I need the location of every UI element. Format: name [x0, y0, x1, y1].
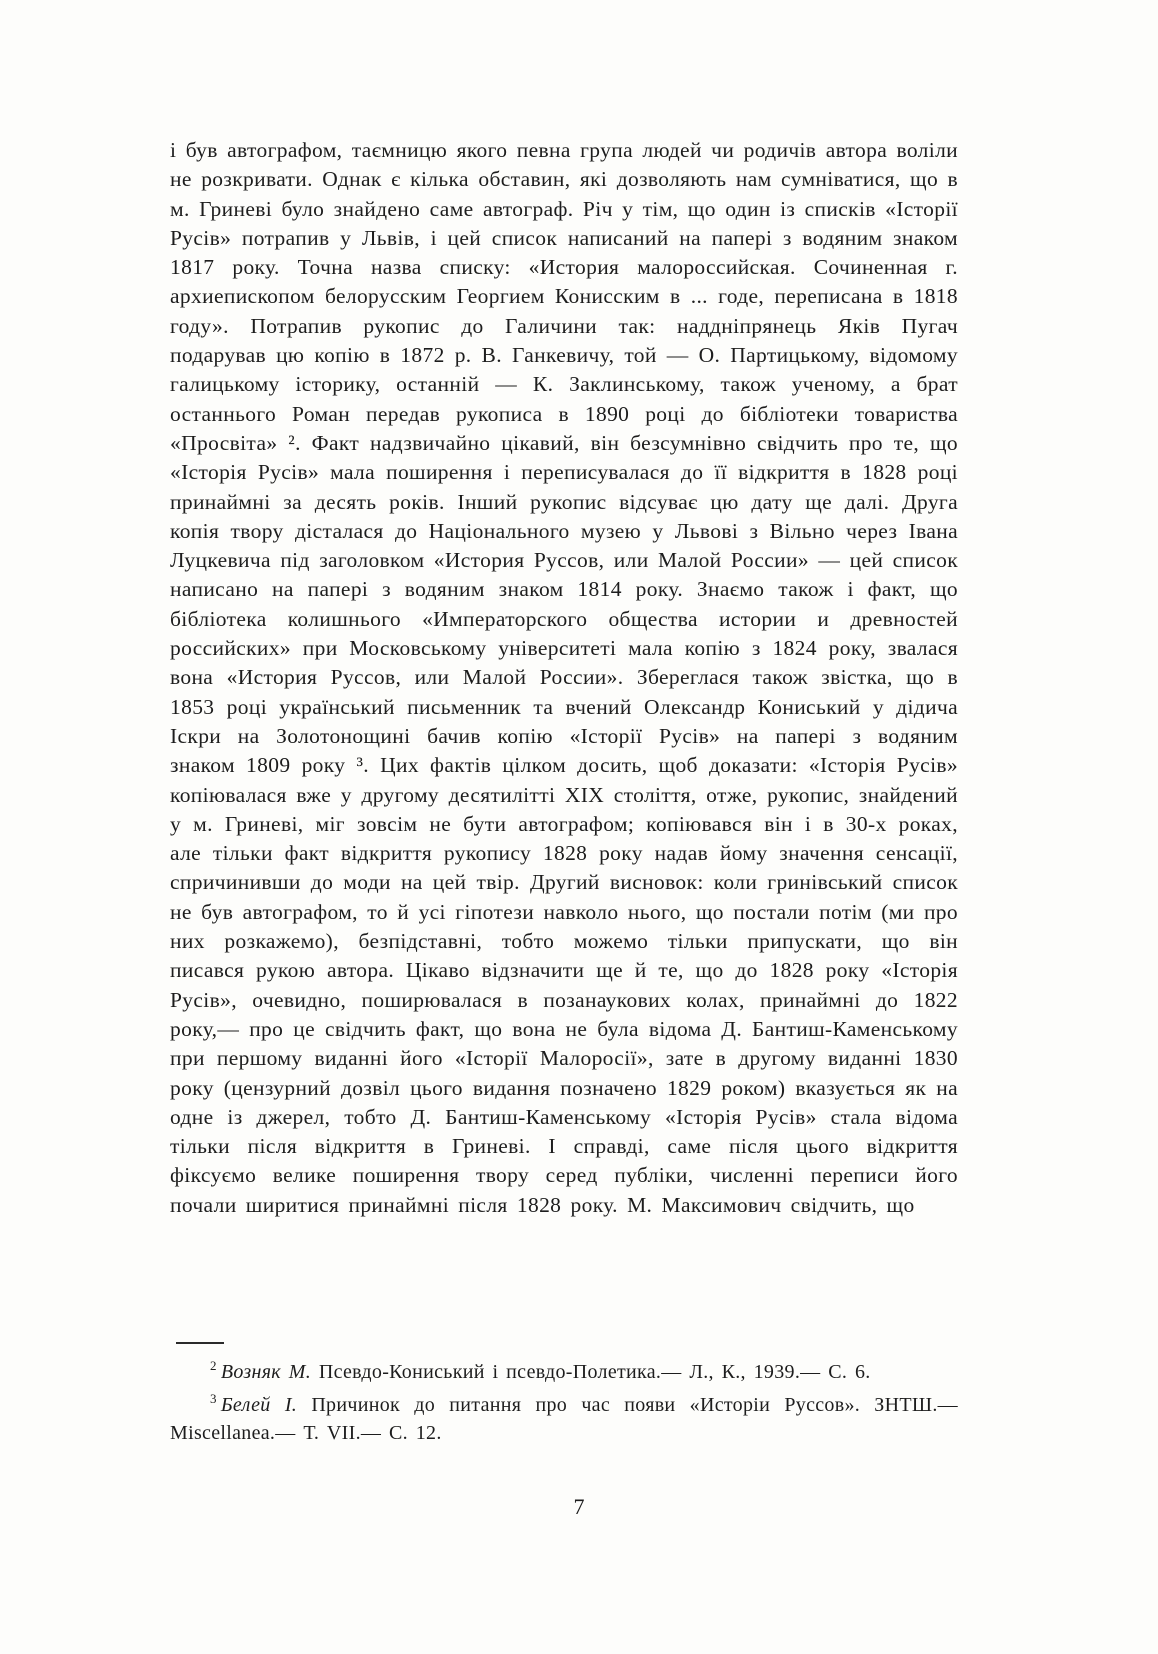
footnote-separator	[176, 1342, 224, 1344]
footnote-3-author: Белей І.	[220, 1393, 298, 1416]
footnote-2-marker: 2	[210, 1358, 217, 1374]
footnote-3-marker: 3	[210, 1390, 217, 1406]
footnote-3	[170, 1391, 958, 1448]
footnote-2	[170, 1358, 958, 1387]
footnotes-section	[170, 1358, 958, 1452]
page-number: 7	[573, 1494, 585, 1519]
footnote-3-text: Причинок до питання про час появи «Исторіи Руссов». ЗНТШ.— Miscellanea.— Т. VII.— С. 12.	[170, 1393, 958, 1444]
footnote-2-text: Псевдо-Кониський і псевдо-Полетика.— Л., К., 1939.— С. 6.	[318, 1361, 871, 1383]
body-paragraph: і був автографом, таємницю якого певна група людей чи родичів автора воліли не розкривати. Однак є кілька обставин, які дозволяють нам сумніватися, що в м. Гриневі було знайдено саме автограф. Річ у тім, що один із списків «Історії Русів» потрапив у Львів, і цей список написаний на папері з водяним знаком 1817 року. Точна назва списку: «История малороссийская. Сочиненная г. архиепископом белорусским Георгием Конисским в ... годе, переписана в 1818 году». Потрапив рукопис до Галичини так: наддніпрянець Яків Пугач подарував цю копію в 1872 р. В. Ганкевичу, той — О. Партицькому, відомому галицькому історику, останній — К. Заклинському, також ученому, а брат останнього Роман передав рукописа в 1890 році до бібліотеки товариства «Просвіта» ². Факт надзвичайно цікавий, він безсумнівно свідчить про те, що «Історія Русів» мала поширення і переписувалася до її відкриття в 1828 році принаймні за десять років. Інший рукопис відсуває цю дату ще далі. Друга копія твору дісталася до Національного музею у Львові з Вільно через Івана Луцкевича під заголовком «История Руссов, или Малой России» — цей список написано на папері з водяним знаком 1814 року. Знаємо також і факт, що бібліотека колишнього «Императорского общества истории и древностей российских» при Московському університеті мала копію з 1824 року, звалася вона «История Руссов, или Малой России». Збереглася також звістка, що в 1853 році український письменник та вчений Олександр Кониський у дідича Іскри на Золотонощині бачив копію «Історії Русів» на папері з водяним знаком 1809 року ³. Цих фактів цілком досить, щоб доказати: «Історія Русів» копіювалася вже у другому десятилітті XIX століття, отже, рукопис, знайдений у м. Гриневі, міг зовсім не бути автографом; копіювався він і в 30-х роках, але тільки факт відкриття рукопису 1828 року надав йому значення сенсації, спричинивши до моди на цей твір. Другий висновок: коли гринівський список не був автографом, то й усі гіпотези навколо нього, що постали потім (ми про них розкажемо), безпідставні, тобто можемо тільки припускати, що він писався рукою автора. Цікаво відзначити ще й те, що до 1828 року «Історія Русів», очевидно, поширювалася в позанаукових колах, принаймні до 1822 року,— про це свідчить факт, що вона не була відома Д. Бантиш-Каменському при першому виданні його «Історії Малоросії», зате в другому виданні 1830 року (цензурний дозвіл цього видання позначено 1829 роком) вказується як на одне із джерел, тобто Д. Бантиш-Каменському «Історія Русів» стала відома тільки після відкриття в Гриневі. І справді, саме після цього відкриття фіксуємо велике поширення твору серед публіки, численні переписи його почали ширитися принаймні після 1828 року. М. Максимович свідчить, що	[170, 138, 958, 1217]
footnote-2-author: Возняк М.	[220, 1361, 312, 1383]
main-text-block	[170, 136, 958, 1220]
